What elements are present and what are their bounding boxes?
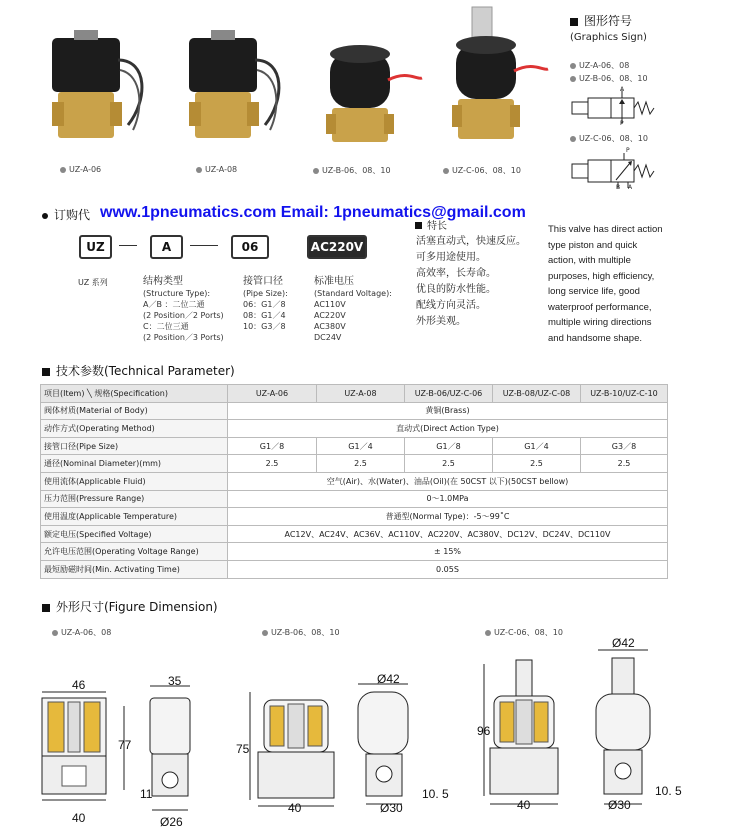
pipe-info: 接管口径 (Pipe Size): 06：G1／8 08：G1／4 10：G3／8: [243, 276, 288, 331]
graphics-title: 图形符号: [570, 12, 632, 29]
dim-label: 35: [168, 674, 182, 688]
code-voltage: AC220V: [307, 235, 367, 259]
table-row: [41, 455, 668, 473]
port-label: P: [626, 147, 630, 154]
dim-label: 10. 5: [422, 787, 449, 801]
figure-caption: UZ-C-06、08、10: [485, 627, 563, 638]
drawing-uz-a: [34, 680, 234, 830]
dim-label: 40: [72, 811, 86, 825]
features-en: This valve has direct action type piston and quick action, with multiple purposes, high efficiency, long service life, good waterproof performance, multiple wiring directions and handsome shape.: [548, 224, 663, 344]
dim-label: Ø42: [612, 636, 635, 650]
row-label: 额定电压(Specified Voltage): [41, 525, 228, 543]
product-image-uz-b: [322, 30, 432, 145]
row-value: 0.05S: [228, 560, 668, 578]
features-title: 特长: [415, 217, 447, 232]
dim-label: 75: [236, 742, 250, 756]
drawing-uz-b: [240, 670, 440, 830]
table-row: [41, 560, 668, 578]
header-cell: UZ-B-10/UZ-C-10: [581, 385, 668, 403]
contact-banner: www.1pneumatics.com Email: 1pneumatics@gmail.com: [100, 204, 526, 221]
dim-label: Ø26: [160, 815, 183, 829]
structure-info: 结构类型 (Structure Type): A／B ：二位二通 (2 Position／2 Ports) C：二位三通 (2 Position／3 Ports): [143, 276, 224, 342]
product-caption: UZ-A-06: [60, 165, 101, 174]
row-label: 使用流体(Applicable Fluid): [41, 472, 228, 490]
figure-title: 外形尺寸(Figure Dimension): [42, 598, 218, 615]
dim-label: 77: [118, 738, 132, 752]
row-label: 阀体材质(Material of Body): [41, 402, 228, 420]
product-caption: UZ-A-08: [196, 165, 237, 174]
row-value: 普通型(Normal Type)：-5～99˚C: [228, 508, 668, 526]
table-header-row: [41, 385, 668, 403]
product-image-uz-a-06: [48, 30, 158, 145]
code-structure: A: [150, 235, 183, 259]
row-value: G1／8: [405, 437, 493, 455]
product-image-uz-c: [448, 30, 558, 145]
port-label: A: [628, 184, 633, 191]
drawing-uz-c: [472, 640, 672, 830]
tech-title: 技术参数(Technical Parameter): [42, 362, 235, 379]
row-value: G1／8: [228, 437, 317, 455]
row-value: 2.5: [228, 455, 317, 473]
row-label: 接管口径(Pipe Size): [41, 437, 228, 455]
code-dash: [119, 245, 137, 246]
port-label: P: [620, 120, 624, 127]
product-caption: UZ-C-06、08、10: [443, 165, 521, 176]
code-pipe: 06: [231, 235, 269, 259]
header-cell: UZ-B-06/UZ-C-06: [405, 385, 493, 403]
table-row: [41, 508, 668, 526]
figure-caption: UZ-A-06、08: [52, 627, 111, 638]
dim-label: 96: [477, 724, 491, 738]
table-row: [41, 543, 668, 561]
row-value: ± 15%: [228, 543, 668, 561]
row-value: 2.5: [581, 455, 668, 473]
dim-label: Ø42: [377, 672, 400, 686]
row-value: 2.5: [493, 455, 581, 473]
row-label: 通径(Nominal Diameter)(mm): [41, 455, 228, 473]
symbol-2-2-valve-icon: [568, 86, 664, 126]
header-cell: UZ-A-08: [317, 385, 405, 403]
order-title: 订购代: [42, 206, 90, 223]
row-value: G1／4: [317, 437, 405, 455]
spec-table: [40, 384, 668, 579]
header-cell: UZ-B-08/UZ-C-08: [493, 385, 581, 403]
voltage-info: 标准电压 (Standard Voltage): AC110V AC220V AC380V DC24V: [314, 276, 392, 342]
dim-label: 46: [72, 678, 86, 692]
header-cell: 项目(Item) ╲ 规格(Specification): [41, 385, 228, 403]
graphics-title-en: (Graphics Sign): [570, 32, 647, 43]
dim-label: 40: [517, 798, 531, 812]
row-value: G1／4: [493, 437, 581, 455]
series-label: UZ 系列: [78, 278, 108, 287]
dim-label: 40: [288, 801, 302, 815]
port-label: A: [620, 86, 625, 93]
dim-label: 11: [140, 787, 153, 801]
dim-label: Ø30: [380, 801, 403, 815]
dim-label: Ø30: [608, 798, 631, 812]
product-image-uz-a-08: [185, 30, 295, 145]
row-label: 最短励磁时间(Min. Activating Time): [41, 560, 228, 578]
table-row: [41, 472, 668, 490]
row-label: 压力范围(Pressure Range): [41, 490, 228, 508]
port-label: B: [616, 184, 621, 191]
table-row: [41, 437, 668, 455]
row-label: 动作方式(Operating Method): [41, 420, 228, 438]
row-value: 2.5: [317, 455, 405, 473]
row-label: 使用温度(Applicable Temperature): [41, 508, 228, 526]
figure-caption: UZ-B-06、08、10: [262, 627, 340, 638]
code-dash: [190, 245, 218, 246]
row-label: 允许电压范围(Operating Voltage Range): [41, 543, 228, 561]
table-row: [41, 525, 668, 543]
table-row: [41, 402, 668, 420]
dim-label: 10. 5: [655, 784, 682, 798]
graphics-item: UZ-C-06、08、10: [570, 133, 648, 144]
graphics-item: UZ-B-06、08、10: [570, 73, 648, 84]
row-value: 黄铜(Brass): [228, 402, 668, 420]
row-value: 2.5: [405, 455, 493, 473]
table-row: [41, 420, 668, 438]
row-value: 直动式(Direct Action Type): [228, 420, 668, 438]
product-caption: UZ-B-06、08、10: [313, 165, 391, 176]
row-value: 0～1.0MPa: [228, 490, 668, 508]
code-series: UZ: [79, 235, 112, 259]
table-row: [41, 490, 668, 508]
row-value: G3／8: [581, 437, 668, 455]
header-cell: UZ-A-06: [228, 385, 317, 403]
row-value: AC12V、AC24V、AC36V、AC110V、AC220V、AC380V、DC12V、DC24V、DC110V: [228, 525, 668, 543]
graphics-item: UZ-A-06、08: [570, 60, 629, 71]
features-cn: 活塞直动式，快速反应。 可多用途使用。 高效率，长寿命。 优良的防水性能。 配线方向灵活。 外形美观。: [416, 236, 526, 327]
row-value: 空气(Air)、水(Water)、油品(Oil)(在 50CST 以下)(50CST bellow): [228, 472, 668, 490]
